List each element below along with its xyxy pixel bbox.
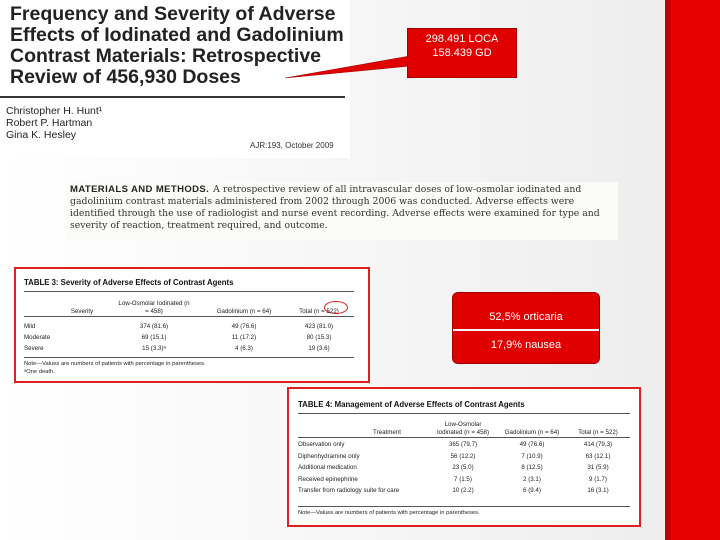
table-row <box>298 462 630 474</box>
table-3-header-iodinated: Low-Osmolar Iodinated (n = 458) <box>118 300 190 315</box>
table-3-cell: Mild <box>24 323 36 330</box>
table-row <box>298 485 630 497</box>
table-3-footnote: ᵃOne death. <box>24 369 55 375</box>
table-4-header-iodinated: Low-Osmolar Iodinated (n = 458) <box>436 421 490 436</box>
table-4-cell: 6 (9.4) <box>523 487 541 495</box>
article-title: Frequency and Severity of Adverse Effects of Iodinated and Gadolinium Contrast Materials: Retrospective Review of 456,930 Doses <box>10 3 344 88</box>
table-row <box>298 474 630 486</box>
table-4-header-total: Total (n = 522) <box>578 428 618 436</box>
table-4-cell: Transfer from radiology suite for care <box>298 487 400 495</box>
table-4-cell: 7 (1.5) <box>454 475 472 483</box>
table-3-severity <box>14 267 370 383</box>
table-4-cell: Observation only <box>298 441 345 449</box>
table-4-header-row <box>298 415 630 436</box>
table-3-cell: 15 (3.3)ᵃ <box>142 345 166 352</box>
methods-excerpt <box>66 182 618 240</box>
table-row <box>24 343 354 354</box>
table-4-cell: 31 (5.9) <box>587 464 609 472</box>
table-4-header-treatment: Treatment <box>373 428 401 436</box>
table-4-cell: Additional medication <box>298 464 357 472</box>
table-3-note: Note—Values are numbers of patients with percentage in parentheses. <box>24 361 206 367</box>
table-row <box>24 321 354 332</box>
table-row <box>298 451 630 463</box>
table-4-cell: 365 (79.7) <box>448 441 478 449</box>
table-4-cell: 56 (12.2) <box>450 452 476 460</box>
author-2: Robert P. Hartman <box>6 117 93 129</box>
table-3-header-row <box>24 294 354 315</box>
table-4-cell: 23 (5.0) <box>452 464 474 472</box>
table-4-management <box>287 387 641 527</box>
table-3-header-severity: Severity <box>70 307 94 315</box>
table-row <box>298 439 630 451</box>
table-3-cell: 80 (15.3) <box>306 334 332 341</box>
table-4-cell: 2 (3.1) <box>523 475 541 483</box>
table-4-cell: 7 (10.9) <box>521 452 543 460</box>
author-1: Christopher H. Hunt¹ <box>6 105 103 117</box>
table-3-header-total: Total (n = 522) <box>299 307 339 315</box>
table-4-cell: 16 (3.1) <box>587 487 609 495</box>
table-4-cell: 414 (79.3) <box>583 441 613 449</box>
callout-gd-count: 158.439 GD <box>432 47 492 59</box>
table-4-cell: 49 (76.6) <box>519 441 545 449</box>
table-3-cell: 11 (17.2) <box>231 334 257 341</box>
stats-divider <box>453 329 599 331</box>
table-3-cell: 69 (15.1) <box>141 334 167 341</box>
table-4-title: TABLE 4: Management of Adverse Effects of Contrast Agents <box>298 400 525 409</box>
table-4-grid <box>298 415 630 497</box>
reaction-stats-box <box>452 292 600 364</box>
author-3: Gina K. Hesley <box>6 129 77 141</box>
table-row <box>24 332 354 343</box>
callout-loca-count: 298.491 LOCA <box>425 33 499 45</box>
table-4-cell: Received epinephrine <box>298 475 358 483</box>
table-4-note: Note—Values are numbers of patients with percentage in parentheses. <box>298 510 480 516</box>
table-4-top-rule <box>298 413 630 414</box>
table-3-grid <box>24 294 354 354</box>
table-4-bottom-rule <box>298 506 630 507</box>
table-4-cell: Diphenhydramine only <box>298 452 360 460</box>
methods-heading: MATERIALS AND METHODS. <box>70 184 210 195</box>
journal-reference: AJR:193, October 2009 <box>250 141 334 150</box>
table-3-header-gadolinium: Gadolinium (n = 64) <box>216 307 272 315</box>
table-4-cell: 10 (2.2) <box>452 487 474 495</box>
dose-count-callout <box>407 28 517 78</box>
table-4-cell: 9 (1.7) <box>589 475 607 483</box>
table-4-cell: 63 (12.1) <box>585 452 611 460</box>
table-4-cell: 8 (12.5) <box>521 464 543 472</box>
table-4-header-gadolinium: Gadolinium (n = 64) <box>504 428 560 436</box>
table-3-cell: 19 (3.6) <box>308 345 330 352</box>
table-3-title: TABLE 3: Severity of Adverse Effects of Contrast Agents <box>24 278 234 287</box>
table-3-top-rule <box>24 291 354 292</box>
table-3-cell: 4 (6.3) <box>235 345 253 352</box>
urticaria-stat: 52,5% orticaria <box>489 311 563 323</box>
table-3-bottom-rule <box>24 357 354 358</box>
table-3-cell: 423 (81.0) <box>304 323 334 330</box>
table-3-cell: 374 (81.6) <box>139 323 169 330</box>
table-3-cell: 49 (76.6) <box>231 323 257 330</box>
methods-text: A retrospective review of all intravascular doses of low-osmolar iodinated and gadolinium contrast materials administered from 2002 through 2006 was conducted. Adverse effects were identified through the use of radiologist and nurse event recording. Adverse effects were examined for type and severity of reaction, treatment required, and outcome. <box>70 184 600 231</box>
table-3-cell: Moderate <box>24 334 51 341</box>
nausea-stat: 17,9% nausea <box>490 339 562 351</box>
table-3-cell: Severe <box>24 345 44 352</box>
